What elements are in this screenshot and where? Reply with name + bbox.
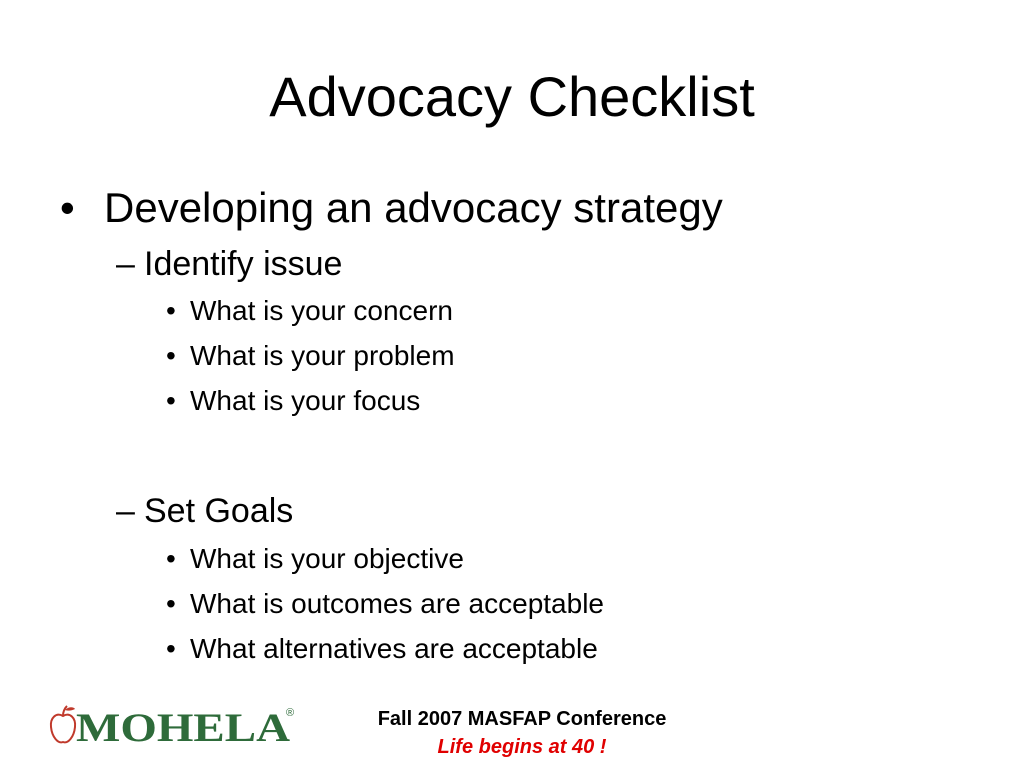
tagline: Life begins at 40 ! xyxy=(437,736,607,758)
list-item-text: What is your problem xyxy=(190,340,455,371)
item-marker: • xyxy=(166,340,176,371)
list-item-text: What is outcomes are acceptable xyxy=(190,588,604,619)
item-marker: • xyxy=(166,295,176,326)
item-marker: • xyxy=(166,385,176,416)
dash-marker: – xyxy=(116,492,135,530)
list-item-text: What is your objective xyxy=(190,543,464,574)
subsection-label: Identify issue xyxy=(144,245,343,283)
list-item-text: What is your concern xyxy=(190,295,453,326)
bullet-marker: • xyxy=(60,184,75,231)
conference-name: Fall 2007 MASFAP Conference xyxy=(377,708,667,730)
apple-icon xyxy=(51,706,75,742)
list-item-text: What is your focus xyxy=(190,385,421,416)
subsection-label: Set Goals xyxy=(144,492,294,530)
item-marker: • xyxy=(166,633,176,664)
slide-title: Advocacy Checklist xyxy=(269,65,755,128)
footer-text xyxy=(322,705,722,761)
registered-mark: ® xyxy=(286,707,295,719)
bullet-main-text: Developing an advocacy strategy xyxy=(104,184,723,231)
item-marker: • xyxy=(166,543,176,574)
logo-wordmark: MOHELA xyxy=(76,705,291,750)
list-item-text: What alternatives are acceptable xyxy=(190,633,598,664)
item-marker: • xyxy=(166,588,176,619)
mohela-logo xyxy=(48,700,298,750)
dash-marker: – xyxy=(116,245,135,283)
